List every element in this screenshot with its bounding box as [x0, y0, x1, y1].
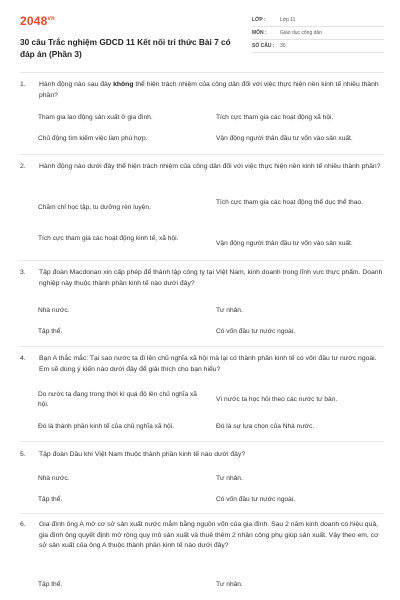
- question-text: Hành động nào dưới đây thể hiện trách nhiệm của công dân đối với việc thực hiện nền kinh tế nhiều thành phần?: [39, 163, 381, 170]
- option-a[interactable]: Nhà nước.: [38, 307, 70, 314]
- question-number: 3.: [20, 269, 26, 276]
- meta-value: Giáo dục công dân: [280, 30, 322, 36]
- question-3: [20, 268, 384, 289]
- question-separator: [20, 260, 384, 261]
- question-text-part: thể hiện trách nhiệm của công dân đối với việc thực hiện nền kinh tế nhiều thành phần?: [39, 81, 379, 99]
- option-b[interactable]: Vì nước ta học hỏi theo các nước tư bản.: [216, 396, 338, 403]
- question-number: 2.: [20, 163, 26, 170]
- meta-value: 30: [280, 43, 286, 49]
- exam-meta: [252, 14, 384, 53]
- option-d[interactable]: Đó là sự lựa chọn của Nhà nước.: [216, 423, 315, 430]
- page-header: [20, 14, 384, 66]
- question-text-emphasis: không: [113, 81, 134, 88]
- question-text: Tập đoàn Dầu khí Việt Nam thuộc thành phần kinh tế nào dưới đây?: [39, 451, 246, 458]
- question-number: 4.: [20, 355, 26, 362]
- question-separator: [20, 513, 384, 514]
- option-d[interactable]: Vận động người thân đầu tư vốn vào sản xuất.: [216, 135, 353, 142]
- option-d[interactable]: Có vốn đầu tư nước ngoài.: [216, 496, 296, 503]
- option-a[interactable]: Do nước ta đang trong thời kì quá độ lên chủ nghĩa xã hội.: [38, 391, 197, 408]
- meta-row-subject: [252, 27, 384, 40]
- option-b[interactable]: Tư nhân.: [216, 307, 243, 314]
- option-a[interactable]: Nhà nước.: [38, 475, 70, 482]
- question-text-part: Hành động nào sau đây: [39, 81, 114, 88]
- question-text: Gia đình ông A mở cơ sở sản xuất nước mắm bằng nguồn vốn của gia đình. Sau 2 năm kinh doanh có hiệu quả, gia đình ông quyết định mở rộng quy mô sản xuất và thuê thêm 2 nhân công phụ giúp sản xuất. Vậy theo em, cơ sở sản xuất của ông A thuộc thành phần kinh tế nào dưới đây?: [39, 521, 379, 549]
- meta-row-count: [252, 40, 384, 53]
- option-d[interactable]: Có vốn đầu tư nước ngoài.: [216, 328, 296, 335]
- option-b[interactable]: Tích cực tham gia các hoạt động thể dục thể thao.: [216, 199, 364, 206]
- meta-value: Lớp 11: [280, 17, 296, 23]
- question-number: 6.: [20, 521, 26, 528]
- question-separator: [20, 154, 384, 155]
- option-c[interactable]: Chủ động tìm kiếm việc làm phù hợp.: [38, 135, 148, 142]
- question-separator: [20, 346, 384, 347]
- header-divider: [20, 72, 384, 73]
- question-text: Bạn A thắc mắc: Tại sao nước ta đi lên chủ nghĩa xã hội mà lại có thành phần kinh tế có vốn đầu tư nước ngoài. Em sẽ dùng ý kiến nào dưới đây để giải thích cho bạn hiểu?: [39, 355, 377, 373]
- question-text: [39, 80, 384, 101]
- option-d[interactable]: Vận động người thân đầu tư vốn vào sản xuất.: [216, 240, 353, 247]
- option-a[interactable]: Tập thể.: [38, 581, 63, 588]
- question-6: [20, 520, 384, 552]
- question-1: [20, 80, 384, 101]
- site-logo[interactable]: [20, 14, 55, 28]
- question-number: 1.: [20, 81, 26, 88]
- option-c[interactable]: Tập thể.: [38, 328, 63, 335]
- meta-key: MÔN :: [252, 30, 267, 36]
- meta-key: LỚP :: [252, 17, 266, 23]
- question-text: Tập đoàn Macdonan xin cấp phép để thành lập công ty tại Việt Nam, kinh doanh trong lĩnh vực thực phẩm. Doanh nghiệp này thuộc thành phần kinh tế nào dưới đây?: [39, 269, 383, 287]
- option-b[interactable]: Tích cực tham gia các hoạt động xã hội.: [216, 114, 334, 121]
- question-separator: [20, 441, 384, 442]
- option-a[interactable]: Chăm chỉ học tập, tu dưỡng rèn luyện.: [38, 204, 151, 211]
- question-4: [20, 354, 384, 375]
- meta-key: SỐ CÂU :: [252, 43, 275, 49]
- page-title: 30 câu Trắc nghiệm GDCD 11 Kết nối tri thức Bài 7 có đáp án (Phần 3): [20, 37, 231, 59]
- question-2: [20, 162, 384, 173]
- meta-row-grade: [252, 14, 384, 27]
- option-b[interactable]: Tư nhân.: [216, 475, 243, 482]
- logo-text: 2048: [20, 14, 48, 28]
- option-c[interactable]: Tập thể.: [38, 496, 63, 503]
- option-c[interactable]: Đó là thành phần kinh tế của chủ nghĩa xã hội.: [38, 423, 175, 430]
- option-a[interactable]: Tham gia lao động sản xuất ở gia đình.: [38, 114, 153, 121]
- logo-suffix: vn: [47, 16, 55, 22]
- question-5: [20, 450, 384, 461]
- option-b[interactable]: Tư nhân.: [216, 581, 243, 588]
- option-c[interactable]: Tích cực tham gia các hoạt động kinh tế, xã hội.: [38, 235, 179, 242]
- question-number: 5.: [20, 451, 26, 458]
